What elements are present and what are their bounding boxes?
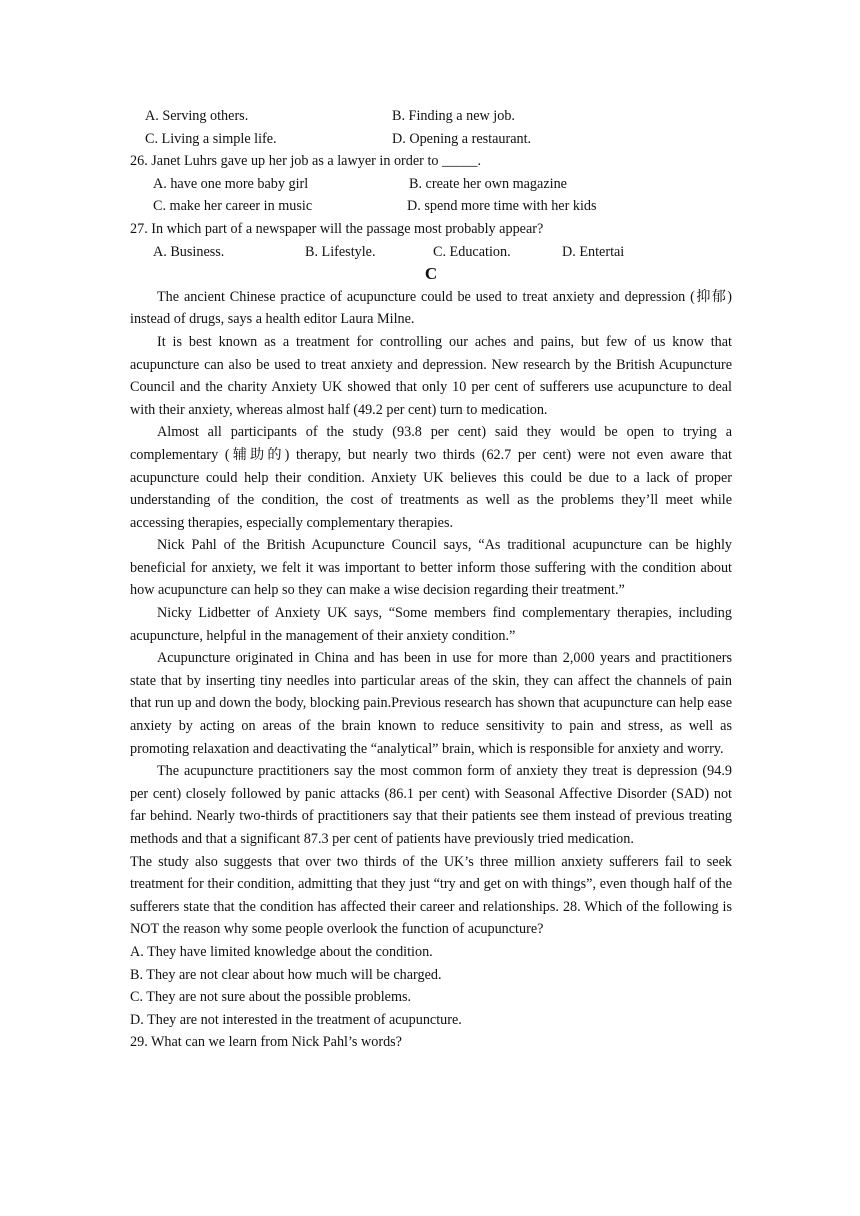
q28-option-b[interactable]: B. They are not clear about how much will be charged. — [130, 966, 442, 983]
q26-options-row-1 — [130, 173, 732, 196]
passage-paragraph-5: Nicky Lidbetter of Anxiety UK says, “Some members find complementary therapies, including acupuncture, helpful in the management of their anxiety condition.” — [130, 605, 732, 644]
section-title: C — [424, 264, 438, 284]
q28-option-c[interactable]: C. They are not sure about the possible problems. — [130, 989, 412, 1006]
q25-option-a[interactable]: A. Serving others. — [145, 108, 249, 124]
q27-stem: 27. In which part of a newspaper will the passage most probably appear? — [130, 220, 544, 237]
q27-option-a[interactable]: A. Business. — [153, 243, 225, 260]
q26-option-a[interactable]: A. have one more baby girl — [153, 175, 309, 192]
q26-stem: 26. Janet Luhrs gave up her job as a lawyer in order to _____. — [130, 153, 482, 170]
q25-options-row-2 — [130, 128, 732, 151]
q25-option-b[interactable]: B. Finding a new job. — [392, 108, 515, 124]
q25-options-row-1 — [130, 105, 732, 128]
q26-options-row-2 — [130, 195, 732, 218]
q26-option-c[interactable]: C. make her career in music — [153, 198, 313, 215]
document-page — [130, 105, 732, 1054]
q26-option-d[interactable]: D. spend more time with her kids — [407, 198, 597, 215]
passage-paragraph-8: The study also suggests that over two thirds of the UK’s three million anxiety sufferers fail to seek treatment for their condition, admitting that they just “try and get on with things”, even though half of the sufferers state that the condition has affected their career and relationships. 28. Which of the following is NOT the reason why some people overlook the function of acupuncture? — [130, 853, 732, 938]
q27-option-b[interactable]: B. Lifestyle. — [305, 243, 376, 260]
q28-option-a[interactable]: A. They have limited knowledge about the condition. — [130, 943, 433, 960]
q27-option-c[interactable]: C. Education. — [433, 243, 511, 260]
q25-option-d[interactable]: D. Opening a restaurant. — [392, 130, 532, 147]
q27-option-d[interactable]: D. Entertai — [562, 243, 625, 260]
passage-paragraph-6: Acupuncture originated in China and has been in use for more than 2,000 years and practitioners state that by inserting tiny needles into particular areas of the skin, they can affect the channels of pain that run up and down the body, blocking pain.Previous research has shown that acupuncture can help ease anxiety by acting on areas of the brain known to reduce sensitivity to pain and stress, as well as promoting relaxation and deactivating the “analytical” brain, which is responsible for anxiety and worry. — [130, 650, 732, 757]
q25-option-c[interactable]: C. Living a simple life. — [145, 130, 277, 147]
q28-option-d[interactable]: D. They are not interested in the treatment of acupuncture. — [130, 1011, 462, 1028]
passage-paragraph-3: Almost all participants of the study (93.8 per cent) said they would be open to trying a complementary (辅助的) therapy, but nearly two thirds (62.7 per cent) were not even aware that acupuncture could help their condition. Anxiety UK believes this could be due to a lack of proper understanding of the condition, the cost of treatments as well as the problems they’ll meet while accessing therapies, especially complementary therapies. — [130, 424, 732, 531]
q27-options-row — [130, 241, 732, 264]
q26-option-b[interactable]: B. create her own magazine — [409, 175, 567, 192]
passage-paragraph-2: It is best known as a treatment for controlling our aches and pains, but few of us know that acupuncture can also be used to treat anxiety and depression. New research by the British Acupuncture Council and the charity Anxiety UK showed that only 10 per cent of sufferers use acupuncture to deal with their anxiety, whereas almost half (49.2 per cent) turn to medication. — [130, 333, 732, 418]
passage-paragraph-7: The acupuncture practitioners say the most common form of anxiety they treat is depression (94.9 per cent) closely followed by panic attacks (86.1 per cent) with Seasonal Affective Disorder (SAD) not far behind. Nearly two-thirds of practitioners say that their patients see them instead of previous treating methods and that a significant 87.3 per cent of patients have previously tried medication. — [130, 763, 732, 847]
q29-stem: 29. What can we learn from Nick Pahl’s words? — [130, 1034, 402, 1051]
passage-paragraph-1: The ancient Chinese practice of acupuncture could be used to treat anxiety and depression (抑郁) instead of drugs, says a health editor Laura Milne. — [130, 288, 732, 328]
passage-paragraph-4: Nick Pahl of the British Acupuncture Council says, “As traditional acupuncture can be highly beneficial for anxiety, we felt it was important to better inform those suffering with the condition about how acupuncture can help so they can make a wise decision regarding their treatment.” — [130, 537, 732, 599]
